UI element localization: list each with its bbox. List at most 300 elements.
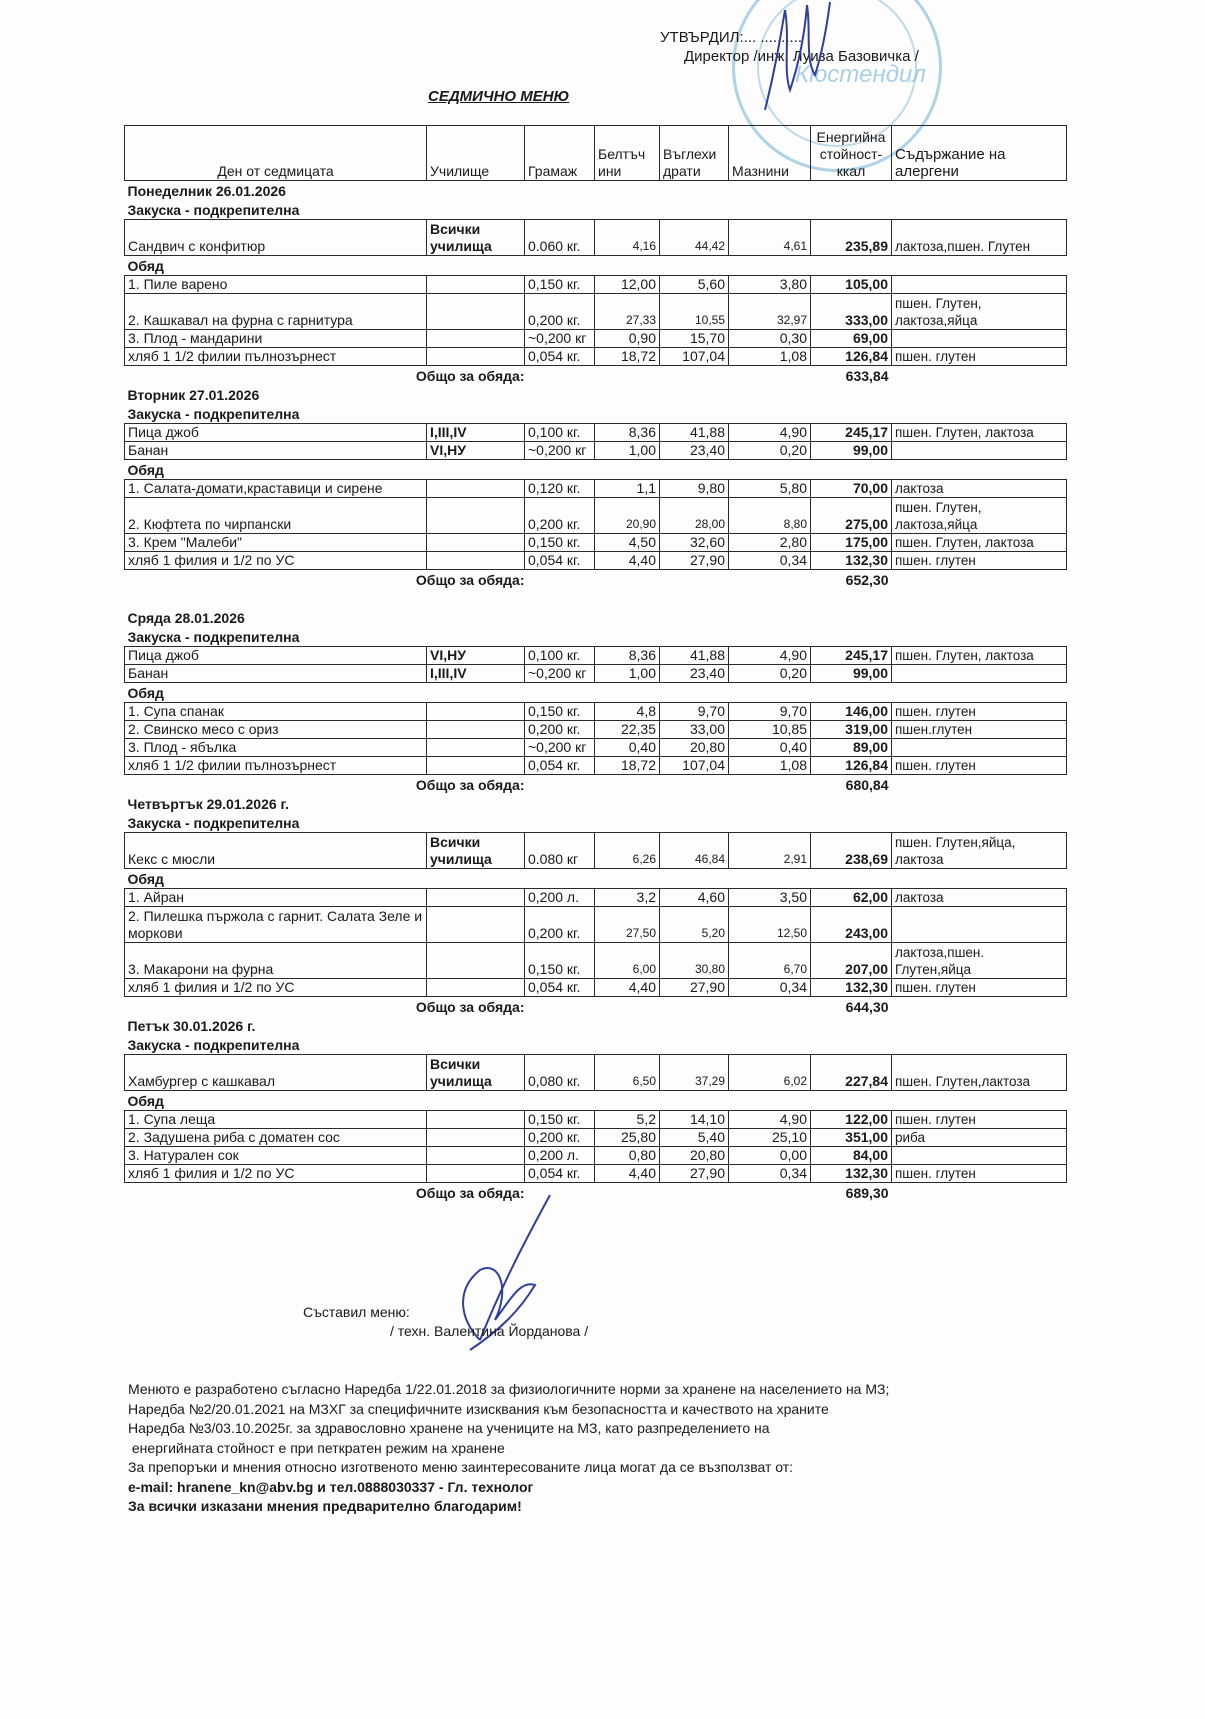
note-line: енергийната стойност е при петкратен режим на хранене bbox=[128, 1439, 505, 1456]
carbs-cell: 9,80 bbox=[660, 480, 729, 498]
fat-cell: 0,34 bbox=[729, 1165, 811, 1183]
allergen-cell bbox=[892, 330, 1067, 348]
breakfast-heading bbox=[125, 200, 1067, 220]
day-heading bbox=[125, 608, 1067, 627]
breakfast-heading bbox=[125, 813, 1067, 833]
weight-cell: 0.060 кг. bbox=[525, 220, 595, 256]
carbs-cell: 14,10 bbox=[660, 1111, 729, 1129]
table-row bbox=[125, 498, 1067, 534]
table-row bbox=[125, 220, 1067, 256]
allergen-cell: лактоза,пшен. Глутен,яйца bbox=[892, 943, 1067, 979]
fat-cell: 8,80 bbox=[729, 498, 811, 534]
school-cell bbox=[427, 348, 525, 366]
carbs-cell: 27,90 bbox=[660, 1165, 729, 1183]
energy-cell: 99,00 bbox=[811, 442, 892, 460]
energy-cell: 122,00 bbox=[811, 1111, 892, 1129]
protein-cell: 6,50 bbox=[595, 1055, 660, 1091]
carbs-cell: 20,80 bbox=[660, 739, 729, 757]
table-row bbox=[125, 943, 1067, 979]
weight-cell: 0,120 кг. bbox=[525, 480, 595, 498]
carbs-cell: 5,60 bbox=[660, 276, 729, 294]
carbs-cell: 5,40 bbox=[660, 1129, 729, 1147]
dish-name: Хамбургер с кашкавал bbox=[125, 1055, 427, 1091]
day-heading bbox=[125, 181, 1067, 201]
total-value: 644,30 bbox=[845, 999, 889, 1015]
energy-cell: 105,00 bbox=[811, 276, 892, 294]
protein-cell: 4,8 bbox=[595, 703, 660, 721]
weight-cell: 0,100 кг. bbox=[525, 424, 595, 442]
school-cell: VI,НУ bbox=[427, 647, 525, 665]
school-cell bbox=[427, 907, 525, 943]
dish-name: 1. Салата-домати,краставици и сирене bbox=[125, 480, 427, 498]
breakfast-heading bbox=[125, 404, 1067, 424]
approved-label: УТВЪРДИЛ:... .......... bbox=[660, 29, 803, 46]
allergen-cell: пшен. Глутен, лактоза bbox=[892, 647, 1067, 665]
dish-name: 2. Пилешка пържола с гарнит. Салата Зеле и моркови bbox=[125, 907, 427, 943]
dish-name: Банан bbox=[125, 442, 427, 460]
dish-name: 3. Макарони на фурна bbox=[125, 943, 427, 979]
dish-name: Кекс с мюсли bbox=[125, 833, 427, 869]
energy-cell: 126,84 bbox=[811, 757, 892, 775]
weight-cell: ~0,200 кг bbox=[525, 665, 595, 683]
dish-name: 2. Кюфтета по чирпански bbox=[125, 498, 427, 534]
protein-cell: 8,36 bbox=[595, 647, 660, 665]
protein-cell: 1,00 bbox=[595, 665, 660, 683]
dish-name: Банан bbox=[125, 665, 427, 683]
table-row bbox=[125, 721, 1067, 739]
table-row bbox=[125, 534, 1067, 552]
school-cell bbox=[427, 1129, 525, 1147]
school-cell bbox=[427, 979, 525, 997]
spacer-cell bbox=[125, 589, 1067, 608]
header-fat: Мазнини bbox=[729, 126, 811, 181]
energy-cell: 132,30 bbox=[811, 979, 892, 997]
energy-cell: 175,00 bbox=[811, 534, 892, 552]
lunch-heading-label: Обяд bbox=[127, 1093, 164, 1109]
total-label: Общо за обяда: bbox=[415, 999, 525, 1015]
carbs-cell: 5,20 bbox=[660, 907, 729, 943]
day-heading-label: Вторник 27.01.2026 bbox=[127, 387, 260, 403]
total-row bbox=[125, 775, 1067, 795]
school-cell bbox=[427, 1111, 525, 1129]
weight-cell: 0,054 кг. bbox=[525, 757, 595, 775]
energy-cell: 62,00 bbox=[811, 889, 892, 907]
allergen-cell: пшен. глутен bbox=[892, 552, 1067, 570]
school-cell: Всички училища bbox=[427, 1055, 525, 1091]
weight-cell: 0,150 кг. bbox=[525, 1111, 595, 1129]
allergen-cell: пшен. Глутен, лактоза,яйца bbox=[892, 498, 1067, 534]
lunch-heading bbox=[125, 869, 1067, 889]
weight-cell: 0,200 л. bbox=[525, 889, 595, 907]
allergen-cell: пшен. глутен bbox=[892, 348, 1067, 366]
thanks-line: За всички изказани мнения предварително благодарим! bbox=[128, 1498, 522, 1514]
header-protein: Белтъч ини bbox=[595, 126, 660, 181]
allergen-cell bbox=[892, 442, 1067, 460]
weight-cell: 0,100 кг. bbox=[525, 647, 595, 665]
protein-cell: 18,72 bbox=[595, 348, 660, 366]
carbs-cell: 28,00 bbox=[660, 498, 729, 534]
dish-name: хляб 1 1/2 филии пълнозърнест bbox=[125, 348, 427, 366]
carbs-cell: 41,88 bbox=[660, 647, 729, 665]
day-heading-label: Сряда 28.01.2026 bbox=[127, 610, 245, 626]
fat-cell: 0,40 bbox=[729, 739, 811, 757]
allergen-cell: риба bbox=[892, 1129, 1067, 1147]
allergen-cell: пшен. глутен bbox=[892, 979, 1067, 997]
total-row bbox=[125, 366, 1067, 386]
protein-cell: 25,80 bbox=[595, 1129, 660, 1147]
total-label: Общо за обяда: bbox=[415, 368, 525, 384]
school-cell: I,III,IV bbox=[427, 665, 525, 683]
fat-cell: 3,80 bbox=[729, 276, 811, 294]
energy-cell: 275,00 bbox=[811, 498, 892, 534]
protein-cell: 4,40 bbox=[595, 1165, 660, 1183]
table-row bbox=[125, 442, 1067, 460]
fat-cell: 10,85 bbox=[729, 721, 811, 739]
total-gap bbox=[525, 997, 811, 1017]
protein-cell: 0,80 bbox=[595, 1147, 660, 1165]
carbs-cell: 23,40 bbox=[660, 665, 729, 683]
total-gap bbox=[525, 366, 811, 386]
fat-cell: 0,34 bbox=[729, 979, 811, 997]
table-row bbox=[125, 979, 1067, 997]
total-row bbox=[125, 570, 1067, 590]
energy-cell: 146,00 bbox=[811, 703, 892, 721]
dish-name: 3. Плод - мандарини bbox=[125, 330, 427, 348]
allergen-cell: пшен. глутен bbox=[892, 1111, 1067, 1129]
breakfast-heading-label: Закуска - подкрепителна bbox=[127, 815, 300, 831]
lunch-heading-label: Обяд bbox=[127, 462, 164, 478]
fat-cell: 32,97 bbox=[729, 294, 811, 330]
energy-cell: 319,00 bbox=[811, 721, 892, 739]
fat-cell: 25,10 bbox=[729, 1129, 811, 1147]
dish-name: 3. Натурален сок bbox=[125, 1147, 427, 1165]
protein-cell: 27,33 bbox=[595, 294, 660, 330]
weight-cell: 0,200 кг. bbox=[525, 1129, 595, 1147]
allergen-cell bbox=[892, 665, 1067, 683]
allergen-cell: пшен. Глутен, лактоза bbox=[892, 424, 1067, 442]
total-value: 652,30 bbox=[845, 572, 889, 588]
energy-cell: 126,84 bbox=[811, 348, 892, 366]
total-gap bbox=[525, 1183, 811, 1203]
fat-cell: 0,30 bbox=[729, 330, 811, 348]
note-line: Наредба №3/03.10.2025г. за здравословно хранене на учениците на МЗ, като разпределението на bbox=[128, 1420, 770, 1436]
dish-name: 1. Пиле варено bbox=[125, 276, 427, 294]
allergen-cell: лактоза bbox=[892, 480, 1067, 498]
breakfast-heading-label: Закуска - подкрепителна bbox=[127, 1037, 300, 1053]
weight-cell: 0,150 кг. bbox=[525, 276, 595, 294]
table-row bbox=[125, 889, 1067, 907]
fat-cell: 5,80 bbox=[729, 480, 811, 498]
protein-cell: 18,72 bbox=[595, 757, 660, 775]
fat-cell: 3,50 bbox=[729, 889, 811, 907]
protein-cell: 4,40 bbox=[595, 979, 660, 997]
fat-cell: 1,08 bbox=[729, 757, 811, 775]
table-row bbox=[125, 665, 1067, 683]
school-cell bbox=[427, 703, 525, 721]
carbs-cell: 27,90 bbox=[660, 979, 729, 997]
dish-name: 1. Супа спанак bbox=[125, 703, 427, 721]
energy-cell: 351,00 bbox=[811, 1129, 892, 1147]
table-row bbox=[125, 276, 1067, 294]
school-cell bbox=[427, 552, 525, 570]
breakfast-heading bbox=[125, 1035, 1067, 1055]
energy-cell: 99,00 bbox=[811, 665, 892, 683]
energy-cell: 132,30 bbox=[811, 552, 892, 570]
protein-cell: 22,35 bbox=[595, 721, 660, 739]
header-weight: Грамаж bbox=[525, 126, 595, 181]
note-line: Менюто е разработено съгласно Наредба 1/22.01.2018 за физиологичните норми за хранене на населението на МЗ; bbox=[128, 1381, 890, 1397]
lunch-heading bbox=[125, 1091, 1067, 1111]
table-header-row bbox=[125, 126, 1067, 181]
school-cell bbox=[427, 1165, 525, 1183]
note-line: За препоръки и мнения относно изготвеното меню заинтересованите лица могат да се възползват от: bbox=[128, 1459, 794, 1475]
total-row bbox=[125, 997, 1067, 1017]
carbs-cell: 20,80 bbox=[660, 1147, 729, 1165]
approval-block bbox=[660, 28, 919, 66]
breakfast-heading bbox=[125, 627, 1067, 647]
fat-cell: 2,91 bbox=[729, 833, 811, 869]
carbs-cell: 27,90 bbox=[660, 552, 729, 570]
lunch-heading bbox=[125, 460, 1067, 480]
energy-cell: 243,00 bbox=[811, 907, 892, 943]
protein-cell: 27,50 bbox=[595, 907, 660, 943]
day-heading-label: Понеделник 26.01.2026 bbox=[127, 183, 286, 199]
dish-name: 3. Плод - ябълка bbox=[125, 739, 427, 757]
total-label: Общо за обяда: bbox=[415, 777, 525, 793]
allergen-cell bbox=[892, 739, 1067, 757]
total-empty bbox=[892, 366, 1067, 386]
breakfast-heading-label: Закуска - подкрепителна bbox=[127, 406, 300, 422]
allergen-cell bbox=[892, 276, 1067, 294]
dish-name: 1. Супа леща bbox=[125, 1111, 427, 1129]
carbs-cell: 107,04 bbox=[660, 757, 729, 775]
weight-cell: 0,200 кг. bbox=[525, 907, 595, 943]
protein-cell: 0,40 bbox=[595, 739, 660, 757]
weight-cell: 0,054 кг. bbox=[525, 348, 595, 366]
dish-name: 2. Свинско месо с ориз bbox=[125, 721, 427, 739]
energy-cell: 207,00 bbox=[811, 943, 892, 979]
allergen-cell bbox=[892, 907, 1067, 943]
dish-name: Пица джоб bbox=[125, 424, 427, 442]
header-carbs: Въглехи драти bbox=[660, 126, 729, 181]
day-heading-label: Петък 30.01.2026 г. bbox=[127, 1018, 256, 1034]
fat-cell: 6,70 bbox=[729, 943, 811, 979]
composer-name: / техн. Валентина Йорданова / bbox=[390, 1323, 589, 1339]
protein-cell: 12,00 bbox=[595, 276, 660, 294]
dish-name: хляб 1 1/2 филии пълнозърнест bbox=[125, 757, 427, 775]
allergen-cell: пшен. глутен bbox=[892, 757, 1067, 775]
weight-cell: 0,080 кг. bbox=[525, 1055, 595, 1091]
footer-notes bbox=[128, 1380, 889, 1517]
dish-name: Сандвич с конфитюр bbox=[125, 220, 427, 256]
table-row bbox=[125, 739, 1067, 757]
fat-cell: 4,61 bbox=[729, 220, 811, 256]
allergen-cell: пшен. Глутен, лактоза,яйца bbox=[892, 294, 1067, 330]
header-school: Училище bbox=[427, 126, 525, 181]
lunch-heading bbox=[125, 256, 1067, 276]
note-line: Наредба №2/20.01.2021 на МЗХГ за специфичните изисквания към безопасността и качеството на храните bbox=[128, 1400, 829, 1417]
school-cell bbox=[427, 943, 525, 979]
energy-cell: 84,00 bbox=[811, 1147, 892, 1165]
table-row bbox=[125, 757, 1067, 775]
protein-cell: 8,36 bbox=[595, 424, 660, 442]
carbs-cell: 41,88 bbox=[660, 424, 729, 442]
protein-cell: 5,2 bbox=[595, 1111, 660, 1129]
dish-name: 3. Крем "Малеби" bbox=[125, 534, 427, 552]
carbs-cell: 107,04 bbox=[660, 348, 729, 366]
fat-cell: 0,34 bbox=[729, 552, 811, 570]
fat-cell: 1,08 bbox=[729, 348, 811, 366]
total-empty bbox=[892, 570, 1067, 590]
school-cell bbox=[427, 721, 525, 739]
breakfast-heading-label: Закуска - подкрепителна bbox=[127, 629, 300, 645]
table-row bbox=[125, 703, 1067, 721]
protein-cell: 20,90 bbox=[595, 498, 660, 534]
table-row bbox=[125, 1147, 1067, 1165]
total-row bbox=[125, 1183, 1067, 1203]
header-allergens: Съдържание на алергени bbox=[892, 126, 1067, 181]
allergen-cell: пшен. Глутен,лактоза bbox=[892, 1055, 1067, 1091]
energy-cell: 70,00 bbox=[811, 480, 892, 498]
protein-cell: 6,26 bbox=[595, 833, 660, 869]
protein-cell: 4,50 bbox=[595, 534, 660, 552]
table-row bbox=[125, 294, 1067, 330]
school-cell bbox=[427, 498, 525, 534]
school-cell bbox=[427, 757, 525, 775]
weight-cell: 0,200 кг. bbox=[525, 498, 595, 534]
weight-cell: ~0,200 кг bbox=[525, 442, 595, 460]
day-heading-label: Четвъртък 29.01.2026 г. bbox=[127, 796, 289, 812]
weight-cell: 0,150 кг. bbox=[525, 943, 595, 979]
school-cell bbox=[427, 480, 525, 498]
carbs-cell: 33,00 bbox=[660, 721, 729, 739]
school-cell bbox=[427, 294, 525, 330]
table-row bbox=[125, 1055, 1067, 1091]
contact-line: e-mail: hranene_kn@abv.bg и тел.0888030337 - Гл. технолог bbox=[128, 1478, 534, 1495]
total-value: 689,30 bbox=[845, 1185, 889, 1201]
weight-cell: ~0,200 кг bbox=[525, 739, 595, 757]
day-heading bbox=[125, 385, 1067, 404]
carbs-cell: 9,70 bbox=[660, 703, 729, 721]
carbs-cell: 46,84 bbox=[660, 833, 729, 869]
carbs-cell: 10,55 bbox=[660, 294, 729, 330]
carbs-cell: 4,60 bbox=[660, 889, 729, 907]
energy-cell: 132,30 bbox=[811, 1165, 892, 1183]
fat-cell: 9,70 bbox=[729, 703, 811, 721]
school-cell bbox=[427, 330, 525, 348]
protein-cell: 3,2 bbox=[595, 889, 660, 907]
header-energy: Енергийна стойност- ккал bbox=[811, 126, 892, 181]
composer-label: Съставил меню: bbox=[303, 1304, 410, 1320]
menu-table bbox=[124, 125, 1067, 1202]
day-heading bbox=[125, 1016, 1067, 1035]
page-title: СЕДМИЧНО МЕНЮ bbox=[428, 88, 570, 105]
energy-cell: 245,17 bbox=[811, 424, 892, 442]
school-cell: Всички училища bbox=[427, 833, 525, 869]
carbs-cell: 32,60 bbox=[660, 534, 729, 552]
allergen-cell: пшен. глутен bbox=[892, 703, 1067, 721]
dish-name: 2. Кашкавал на фурна с гарнитура bbox=[125, 294, 427, 330]
fat-cell: 4,90 bbox=[729, 1111, 811, 1129]
fat-cell: 4,90 bbox=[729, 424, 811, 442]
total-value: 633,84 bbox=[845, 368, 889, 384]
allergen-cell: пшен.глутен bbox=[892, 721, 1067, 739]
weight-cell: 0,150 кг. bbox=[525, 534, 595, 552]
table-row bbox=[125, 1111, 1067, 1129]
header-day: Ден от седмицата bbox=[125, 126, 427, 181]
dish-name: 1. Айран bbox=[125, 889, 427, 907]
weight-cell: 0,150 кг. bbox=[525, 703, 595, 721]
table-row bbox=[125, 480, 1067, 498]
stamp-city-text: Кюстендил bbox=[795, 61, 926, 88]
school-cell: VI,НУ bbox=[427, 442, 525, 460]
table-row bbox=[125, 552, 1067, 570]
table-row bbox=[125, 1165, 1067, 1183]
school-cell bbox=[427, 534, 525, 552]
carbs-cell: 37,29 bbox=[660, 1055, 729, 1091]
allergen-cell: лактоза,пшен. Глутен bbox=[892, 220, 1067, 256]
total-empty bbox=[892, 775, 1067, 795]
energy-cell: 235,89 bbox=[811, 220, 892, 256]
director-line: Директор /инж. Луиза Базовичка / bbox=[684, 48, 919, 65]
day-heading bbox=[125, 794, 1067, 813]
allergen-cell: лактоза bbox=[892, 889, 1067, 907]
protein-cell: 1,1 bbox=[595, 480, 660, 498]
table-row bbox=[125, 647, 1067, 665]
fat-cell: 4,90 bbox=[729, 647, 811, 665]
lunch-heading-label: Обяд bbox=[127, 258, 164, 274]
fat-cell: 12,50 bbox=[729, 907, 811, 943]
table-row bbox=[125, 907, 1067, 943]
weight-cell: 0,200 кг. bbox=[525, 721, 595, 739]
weight-cell: 0.080 кг bbox=[525, 833, 595, 869]
lunch-heading bbox=[125, 683, 1067, 703]
lunch-heading-label: Обяд bbox=[127, 871, 164, 887]
school-cell: I,III,IV bbox=[427, 424, 525, 442]
total-label: Общо за обяда: bbox=[415, 1185, 525, 1201]
school-cell bbox=[427, 276, 525, 294]
carbs-cell: 23,40 bbox=[660, 442, 729, 460]
fat-cell: 0,20 bbox=[729, 665, 811, 683]
fat-cell: 2,80 bbox=[729, 534, 811, 552]
fat-cell: 0,20 bbox=[729, 442, 811, 460]
breakfast-heading-label: Закуска - подкрепителна bbox=[127, 202, 300, 218]
total-label: Общо за обяда: bbox=[415, 572, 525, 588]
school-cell bbox=[427, 889, 525, 907]
total-empty bbox=[892, 997, 1067, 1017]
weight-cell: 0,200 л. bbox=[525, 1147, 595, 1165]
table-row bbox=[125, 348, 1067, 366]
energy-cell: 333,00 bbox=[811, 294, 892, 330]
table-row bbox=[125, 424, 1067, 442]
energy-cell: 89,00 bbox=[811, 739, 892, 757]
fat-cell: 0,00 bbox=[729, 1147, 811, 1165]
table-row bbox=[125, 330, 1067, 348]
spacer-row bbox=[125, 589, 1067, 608]
school-cell: Всички училища bbox=[427, 220, 525, 256]
dish-name: хляб 1 филия и 1/2 по УС bbox=[125, 979, 427, 997]
school-cell bbox=[427, 739, 525, 757]
total-gap bbox=[525, 570, 811, 590]
total-value: 680,84 bbox=[845, 777, 889, 793]
protein-cell: 6,00 bbox=[595, 943, 660, 979]
table-row bbox=[125, 833, 1067, 869]
dish-name: хляб 1 филия и 1/2 по УС bbox=[125, 1165, 427, 1183]
weight-cell: 0,200 кг. bbox=[525, 294, 595, 330]
weight-cell: ~0,200 кг bbox=[525, 330, 595, 348]
allergen-cell: пшен. Глутен,яйца, лактоза bbox=[892, 833, 1067, 869]
dish-name: хляб 1 филия и 1/2 по УС bbox=[125, 552, 427, 570]
